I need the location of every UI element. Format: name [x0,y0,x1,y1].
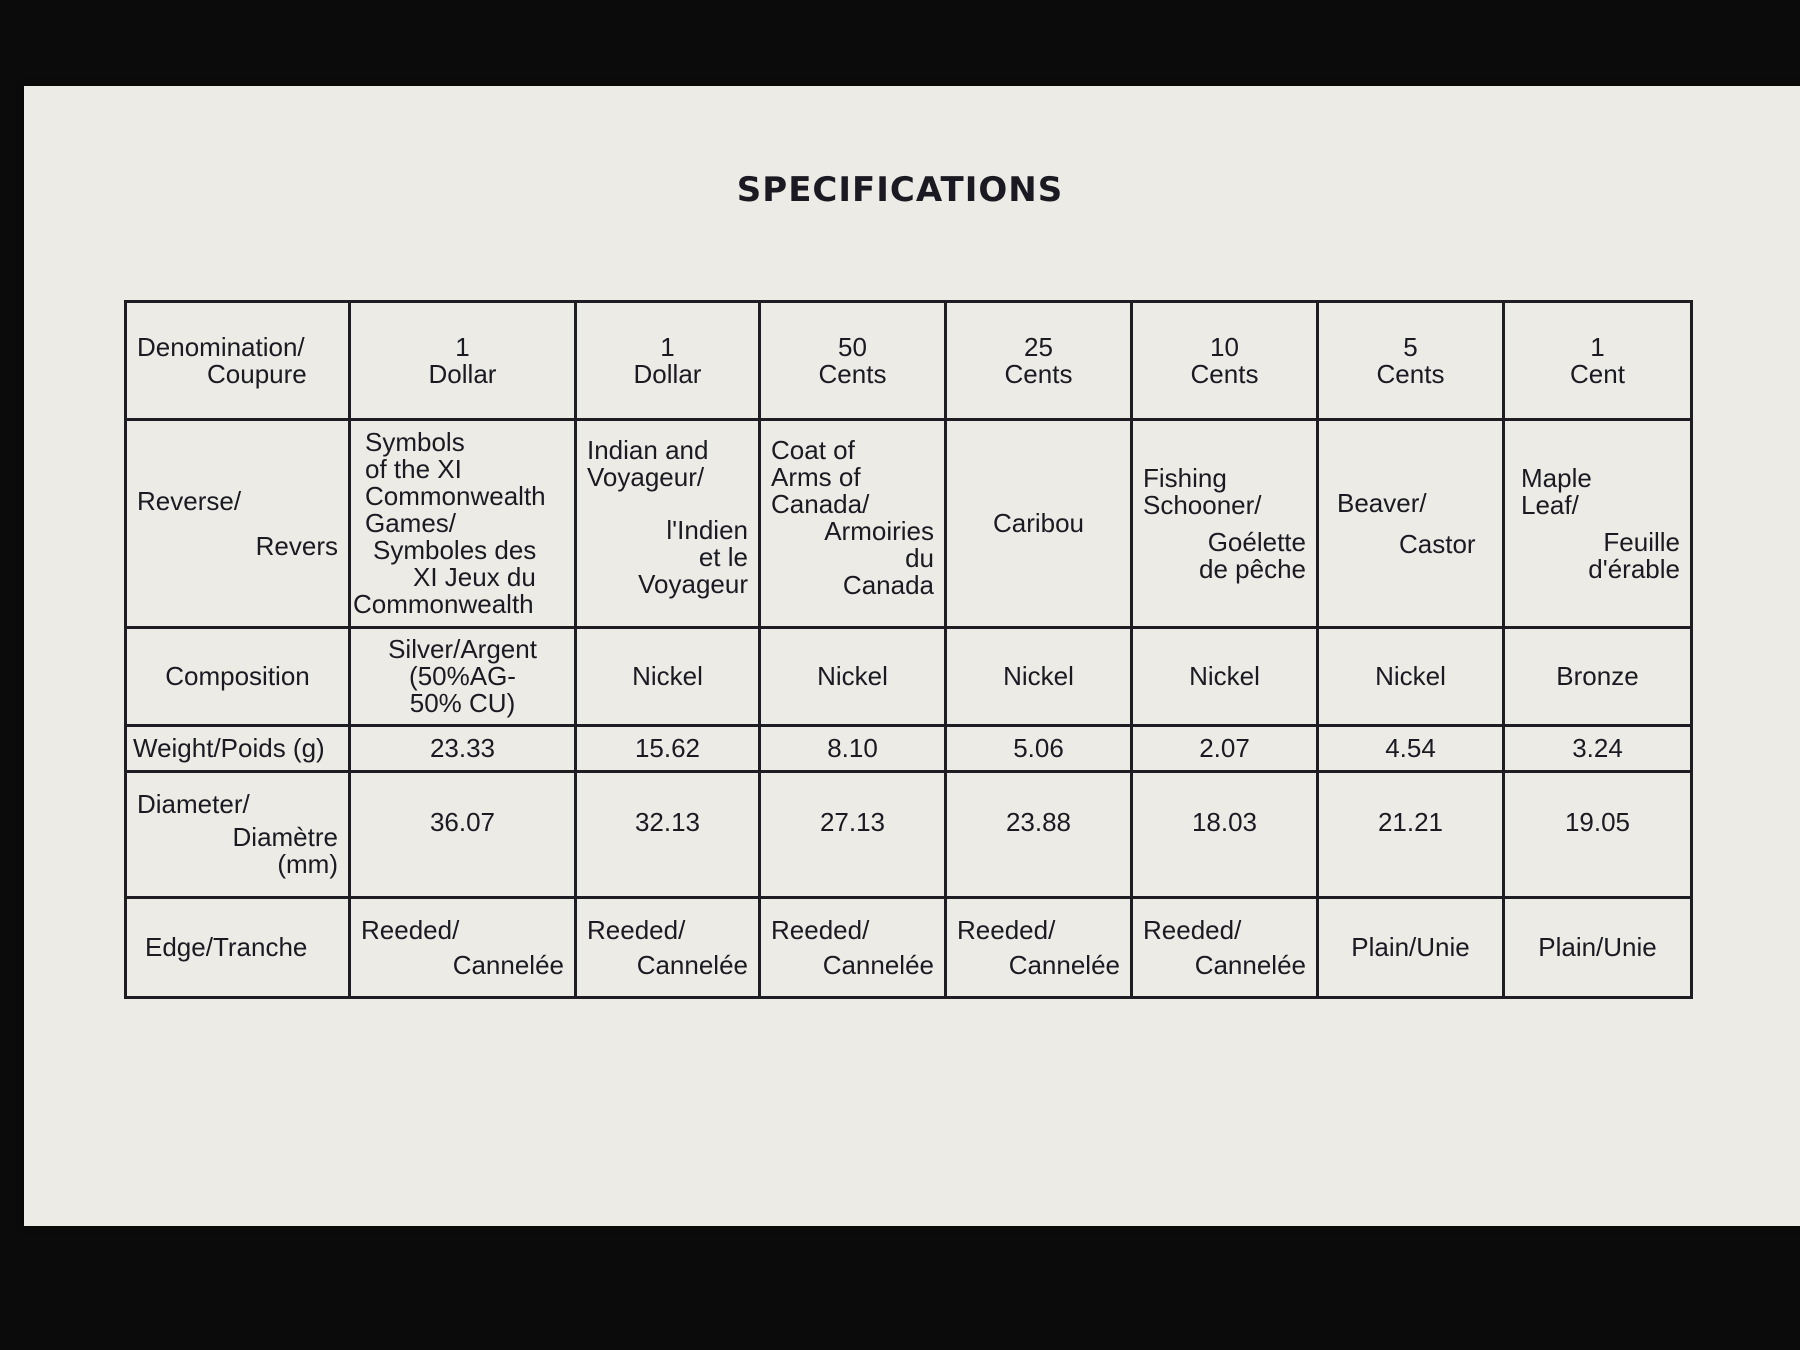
edge-cell: Plain/Unie [1504,898,1692,998]
diameter-cell: 36.07 [350,772,576,898]
row-label-diameter: Diameter/ Diamètre (mm) [126,772,350,898]
edge-cell: Reeded/ Cannelée [350,898,576,998]
row-label-edge: Edge/Tranche [126,898,350,998]
denomination-cell: 10 Cents [1132,302,1318,420]
diameter-cell: 23.88 [946,772,1132,898]
composition-cell: Nickel [1318,628,1504,726]
weight-row [126,726,1692,772]
specifications-table [124,300,1693,999]
denomination-cell: 1 Dollar [576,302,760,420]
reverse-row [126,420,1692,628]
page-title: SPECIFICATIONS [736,170,1064,210]
composition-cell: Nickel [1132,628,1318,726]
reverse-cell: Maple Leaf/ Feuille d'érable [1504,420,1692,628]
edge-cell: Plain/Unie [1318,898,1504,998]
diameter-cell: 32.13 [576,772,760,898]
composition-cell: Silver/Argent (50%AG- 50% CU) [350,628,576,726]
composition-cell: Nickel [946,628,1132,726]
weight-cell: 8.10 [760,726,946,772]
weight-cell: 23.33 [350,726,576,772]
diameter-cell: 19.05 [1504,772,1692,898]
denomination-cell: 5 Cents [1318,302,1504,420]
edge-row [126,898,1692,998]
denomination-cell: 25 Cents [946,302,1132,420]
row-label-weight: Weight/Poids (g) [126,726,350,772]
edge-cell: Reeded/ Cannelée [576,898,760,998]
reverse-cell: Caribou [946,420,1132,628]
reverse-cell: Coat of Arms of Canada/ Armoiries du Canada [760,420,946,628]
reverse-cell: Fishing Schooner/ Goélette de pêche [1132,420,1318,628]
diameter-cell: 21.21 [1318,772,1504,898]
weight-cell: 3.24 [1504,726,1692,772]
composition-cell: Nickel [576,628,760,726]
diameter-row [126,772,1692,898]
diameter-cell: 18.03 [1132,772,1318,898]
denomination-row [126,302,1692,420]
edge-cell: Reeded/ Cannelée [1132,898,1318,998]
diameter-cell: 27.13 [760,772,946,898]
weight-cell: 15.62 [576,726,760,772]
weight-cell: 4.54 [1318,726,1504,772]
weight-cell: 2.07 [1132,726,1318,772]
composition-cell: Bronze [1504,628,1692,726]
denomination-cell: 50 Cents [760,302,946,420]
edge-cell: Reeded/ Cannelée [760,898,946,998]
reverse-cell: Indian and Voyageur/ l'Indien et le Voyageur [576,420,760,628]
row-label-denomination: Denomination/ Coupure [126,302,350,420]
reverse-cell: Symbols of the XI Commonwealth Games/ Symboles des XI Jeux du Commonwealth [350,420,576,628]
denomination-cell: 1 Cent [1504,302,1692,420]
denomination-cell: 1 Dollar [350,302,576,420]
row-label-reverse: Reverse/ Revers [126,420,350,628]
row-label-composition: Composition [126,628,350,726]
weight-cell: 5.06 [946,726,1132,772]
reverse-cell: Beaver/ Castor [1318,420,1504,628]
composition-cell: Nickel [760,628,946,726]
composition-row [126,628,1692,726]
edge-cell: Reeded/ Cannelée [946,898,1132,998]
